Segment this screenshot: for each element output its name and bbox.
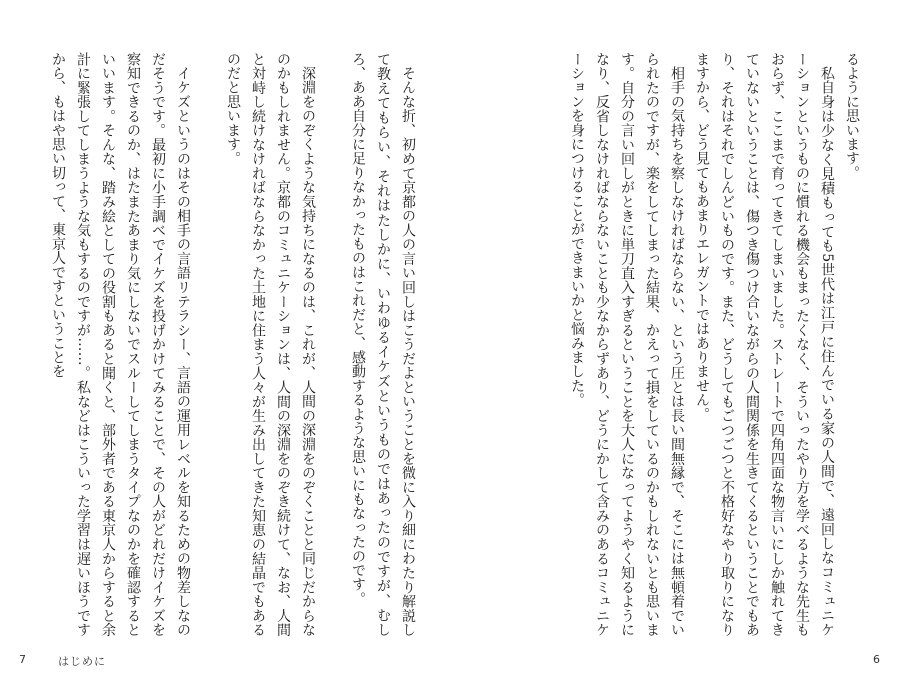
paragraph-spacer	[320, 52, 345, 53]
page-number-left: 7	[19, 653, 26, 666]
paragraph: 相手の気持ちを察しなければならない、という圧とは長い間無縁で、そこには無頓着でいられたのですが、楽をしてしまった結果、かえって損をしているのかもしれないとも思います。自分の言い回しがときに単刀直入すぎるということを大人になってようやく知るようになり、反省しなければならないことも少なからずあり、どうにかして含みのあるコミュニケーションを身につけることができまいかと悩みました。	[569, 52, 685, 637]
right-page	[474, 52, 864, 637]
running-head: はじめに	[58, 655, 106, 668]
paragraph: 私自身は少なく見積もっても5世代は江戸に住んでいる家の人間で、遠回しなコミュニケーションというものに慣れる機会もまったくなく、そういったやり方を学べるような先生もおらず、ここまで育ってきてしまいました。ストレートで四角四面な物言いにしか触れてきていないということは、傷つき傷つけ合いながらの人間関係を生きてくるということでもあり、それはそれでしんどいものです。また、どうしてもごつごつと不格好なやり取りになりますから、どう見てもあまりエレガントではありません。	[694, 52, 835, 637]
left-page-text	[45, 52, 420, 637]
paragraph: 深淵をのぞくような気持ちになるのは、これが、人間の深淵をのぞくことと同じだからなのかもしれません。京都のコミュニケーションは、人間の深淵をのぞき続けて、なお、人間と対峙し続けなければならなかった土地に住まう人々が生み出してきた知恵の結晶でもあるのだと思います。	[225, 52, 316, 637]
page-number-right: 6	[873, 653, 880, 666]
paragraph-spacer	[195, 52, 220, 53]
paragraph: そんな折、初めて京都の人の言い回しはこうだよということを微に入り細にわたり解説して教えてもらい、それはたしかに、いわゆるイケズというものではあったのですが、むしろ、ああ自分に足りなかったものはこれだと、感動するような思いにもなったのです。	[350, 52, 416, 637]
left-page	[40, 52, 420, 637]
paragraph-continued: るように思います。	[844, 52, 860, 180]
paragraph: イケズというのはその相手の言語リテラシー、言語の運用レベルを知るための物差しなのだそうです。最初に小手調べでイケズを投げかけてみることで、その人がどれだけイケズを察知できるのか、はたまたあまり気にしないでスルーしてしまうタイプなのかを確認するといいます。そんな、踏み絵としての役割もあると聞くと、部外者である東京人からすると余計に緊張してしまうような気もするのですが……。私などはこういった学習は遅いほうですから、もはや思い切って、東京人ですということを	[50, 52, 191, 637]
right-page-text	[564, 52, 864, 637]
